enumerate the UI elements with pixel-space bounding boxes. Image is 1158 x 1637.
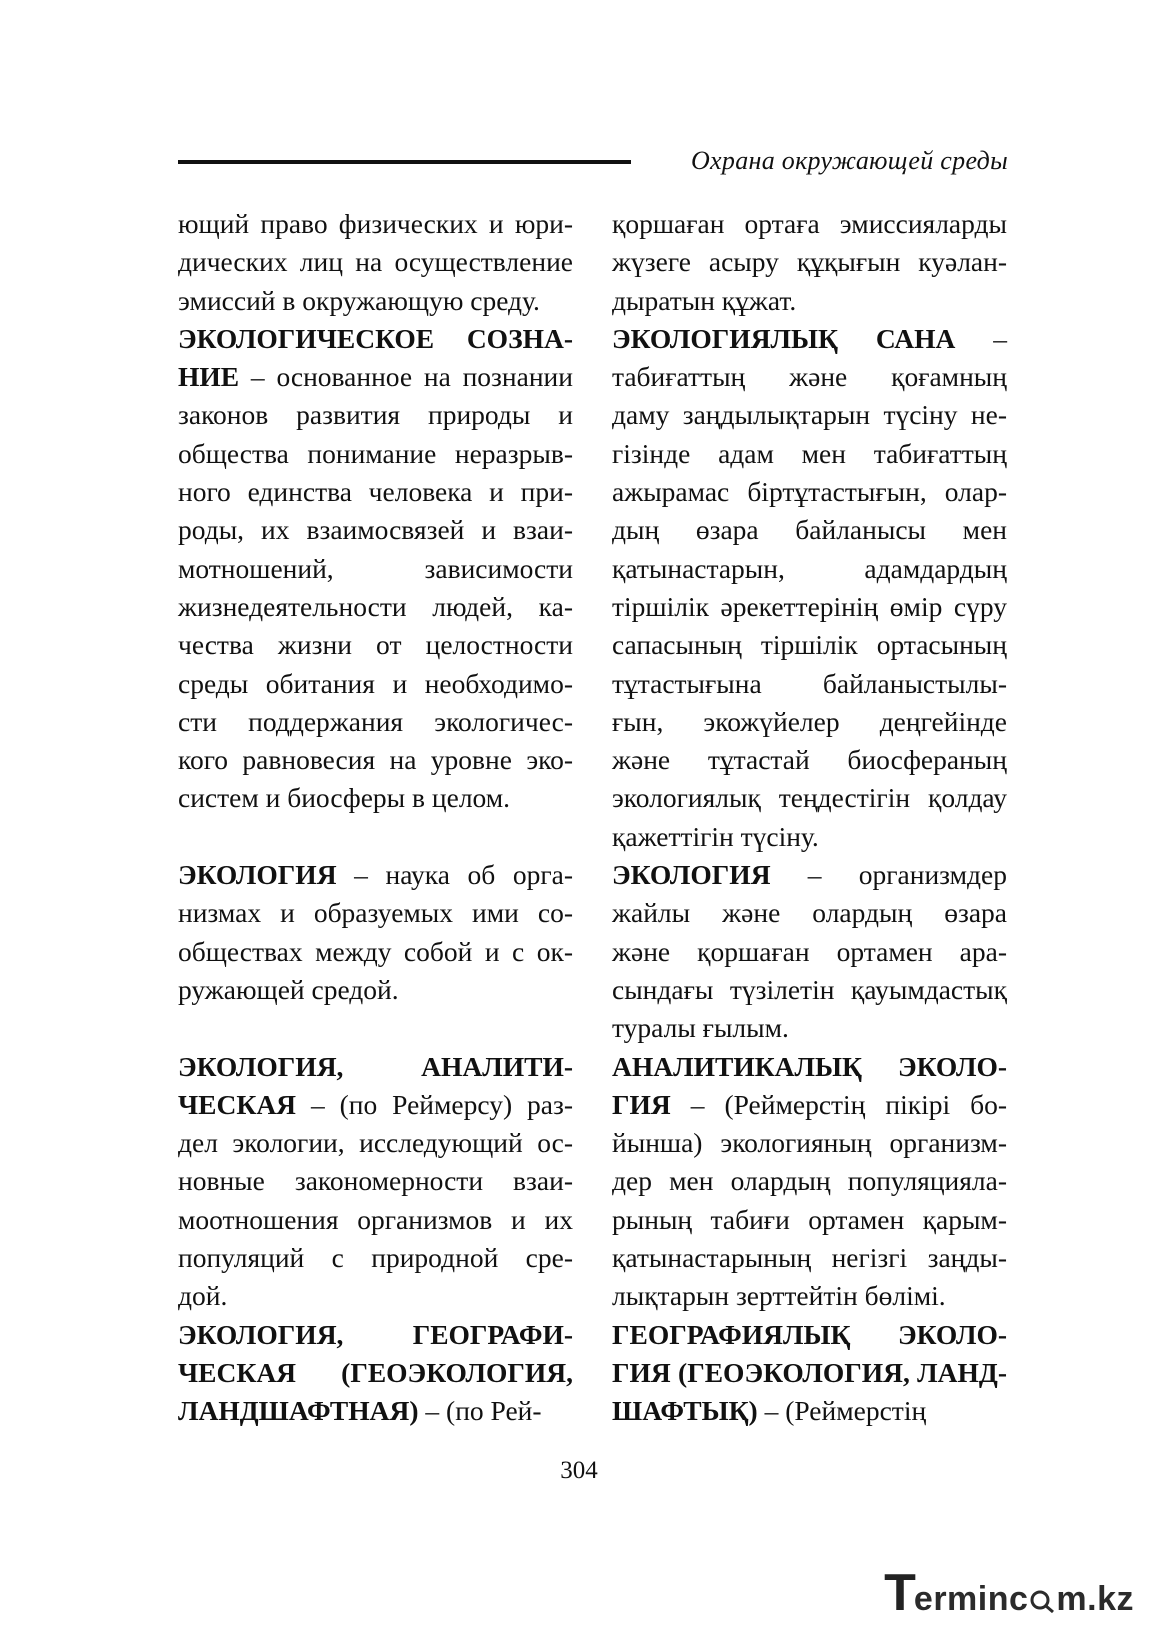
- entry-line: обществах между собой и с ок-: [178, 935, 573, 967]
- entry-line: ажырамас біртұтастығын, олар-: [612, 476, 1007, 508]
- entry-line: [612, 856, 1007, 894]
- entry-line: [612, 320, 1007, 358]
- running-header-title: Охрана окружающей среды: [690, 146, 1008, 175]
- entry-line: [178, 1048, 573, 1086]
- entry-line: тұтастығына байланыстылы-: [612, 667, 1007, 699]
- entry-term: ЭКОЛОГИЧЕСКОЕ СОЗНА-: [178, 322, 573, 354]
- entry-definition-start: – (по Реймерсу) раз-: [296, 1088, 573, 1120]
- entry-term: ЭКОЛОГИЯЛЫҚ САНА: [612, 322, 956, 354]
- dictionary-entry: [612, 205, 1007, 320]
- entry-line: дер мен олардың популяцияла-: [612, 1165, 1007, 1197]
- entry-line: [178, 1354, 573, 1392]
- entry-line: мотношений, зависимости: [178, 552, 573, 584]
- entry-line: ғын, экожүйелер деңгейінде: [612, 705, 1007, 737]
- entry-term: ЭКОЛОГИЯ, ГЕОГРАФИ-: [178, 1318, 573, 1350]
- entry-definition-start: –: [955, 322, 1007, 354]
- paragraph-gap: [178, 818, 573, 856]
- entry-line: роды, их взаимосвязей и взаи-: [178, 514, 573, 546]
- dictionary-entry: [612, 320, 1007, 856]
- entry-line: кого равновесия на уровне эко-: [178, 744, 573, 776]
- entry-term: ГИЯ (ГЕОЭКОЛОГИЯ, ЛАНД-: [612, 1356, 1007, 1388]
- entry-line: қажеттігін түсіну.: [612, 820, 819, 852]
- entry-line: гізінде адам мен табиғаттың: [612, 437, 1007, 469]
- entry-line: законов развития природы и: [178, 399, 573, 431]
- entry-line: сти поддержания экологичес-: [178, 705, 573, 737]
- dictionary-entry: [178, 320, 573, 818]
- entry-term: ГЕОГРАФИЯЛЫҚ ЭКОЛО-: [612, 1318, 1007, 1350]
- dictionary-entry: [612, 1048, 1007, 1316]
- entry-definition-start: – основанное на познании: [239, 361, 573, 393]
- entry-line: [178, 1316, 573, 1354]
- entry-definition-start: – организмдер: [770, 859, 1007, 891]
- header-rule: [178, 160, 631, 164]
- entry-line: [178, 358, 573, 396]
- entry-definition-start: – (Реймерстің: [757, 1395, 927, 1427]
- entry-line: қоршаған ортаға эмиссияларды: [612, 208, 1007, 239]
- entry-term: ЭКОЛОГИЯ: [612, 859, 771, 891]
- right-column-kazakh: [612, 205, 1007, 1431]
- entry-line: [612, 1086, 1007, 1124]
- entry-line: жайлы және олардың өзара: [612, 897, 1007, 929]
- page-number: 304: [560, 1457, 598, 1484]
- entry-line: среды обитания и необходимо-: [178, 667, 573, 699]
- entry-term: ЧЕСКАЯ (ГЕОЭКОЛОГИЯ,: [178, 1356, 573, 1388]
- entry-line: сындағы түзілетін қауымдастық: [612, 973, 1007, 1005]
- dictionary-entry: [612, 856, 1007, 1047]
- entry-line: туралы ғылым.: [612, 1012, 789, 1044]
- magnifier-icon: [1029, 1589, 1055, 1613]
- dictionary-entry: [612, 1316, 1007, 1431]
- entry-term: ЭКОЛОГИЯ: [178, 859, 337, 891]
- entry-term: ЧЕСКАЯ: [178, 1088, 297, 1120]
- entry-line: новные закономерности взаи-: [178, 1165, 573, 1197]
- entry-line: [178, 856, 573, 894]
- entry-line: сапасының тіршілік ортасының: [612, 629, 1007, 661]
- entry-line: жүзеге асыру құқығын куәлан-: [612, 246, 1007, 278]
- entry-term: ЛАНДШАФТНАЯ): [178, 1395, 419, 1427]
- entry-term: ГИЯ: [612, 1088, 671, 1120]
- entry-line: [612, 1316, 1007, 1354]
- entry-term: НИЕ: [178, 361, 240, 393]
- entry-line: чества жизни от целостности: [178, 629, 573, 661]
- entry-line: жизнедеятельности людей, ка-: [178, 590, 573, 622]
- entry-line: даму заңдылықтарын түсіну не-: [612, 399, 1007, 431]
- dictionary-entry: [178, 205, 573, 320]
- entry-line: ного единства человека и при-: [178, 476, 573, 508]
- entry-definition-start: – наука об орга-: [336, 859, 573, 891]
- entry-line: дел экологии, исследующий ос-: [178, 1127, 573, 1159]
- entry-line: низмах и образуемых ими со-: [178, 897, 573, 929]
- entry-line: йынша) экологияның организм-: [612, 1127, 1007, 1159]
- entry-line: дың өзара байланысы мен: [612, 514, 1007, 546]
- dictionary-entry: [178, 1048, 573, 1316]
- entry-line: дой.: [178, 1280, 228, 1312]
- entry-line: табиғаттың және қоғамның: [612, 361, 1007, 393]
- entry-line: эмиссий в окружающую среду.: [178, 284, 540, 316]
- entry-line: және қоршаған ортамен ара-: [612, 935, 1007, 967]
- paragraph-gap: [178, 1009, 573, 1047]
- entry-line: [612, 1048, 1007, 1086]
- entry-line: және тұтастай биосфераның: [612, 744, 1007, 776]
- entry-line: тіршілік әрекеттерінің өмір сүру: [612, 590, 1007, 622]
- entry-line: ружающей средой.: [178, 973, 399, 1005]
- entry-line: экологиялық теңдестігін қолдау: [612, 782, 1007, 814]
- entry-line: моотношения организмов и их: [178, 1203, 573, 1235]
- entry-line: ющий право физических и юри-: [178, 208, 573, 239]
- entry-line: лықтарын зерттейтін бөлімі.: [612, 1280, 946, 1312]
- termincom-logo: T erminc m.kz: [884, 1564, 1134, 1622]
- dictionary-entry: [178, 1316, 573, 1431]
- entry-line: рының табиғи ортамен қарым-: [612, 1203, 1007, 1235]
- entry-line: [178, 1086, 573, 1124]
- entry-line: дических лиц на осуществление: [178, 246, 573, 278]
- dictionary-entry: [178, 856, 573, 1009]
- entry-line: қатынастарын, адамдардың: [612, 552, 1007, 584]
- entry-definition-start: – (по Рей-: [418, 1395, 542, 1427]
- entry-line: общества понимание неразрыв-: [178, 437, 573, 469]
- entry-line: [612, 1392, 1007, 1430]
- entry-line: популяций с природной сре-: [178, 1242, 573, 1274]
- entry-term: ЭКОЛОГИЯ, АНАЛИТИ-: [178, 1050, 573, 1082]
- entry-line: [178, 320, 573, 358]
- entry-term: АНАЛИТИКАЛЫҚ ЭКОЛО-: [612, 1050, 1007, 1082]
- entry-line: систем и биосферы в целом.: [178, 782, 511, 814]
- entry-line: қатынастарының негізгі заңды-: [612, 1242, 1007, 1274]
- left-column-russian: [178, 205, 573, 1431]
- entry-line: [612, 1354, 1007, 1392]
- entry-line: [178, 1392, 573, 1430]
- entry-line: дыратын құжат.: [612, 284, 797, 316]
- entry-term: ШАФТЫҚ): [612, 1395, 758, 1427]
- entry-definition-start: – (Реймерстің пікірі бо-: [670, 1088, 1007, 1120]
